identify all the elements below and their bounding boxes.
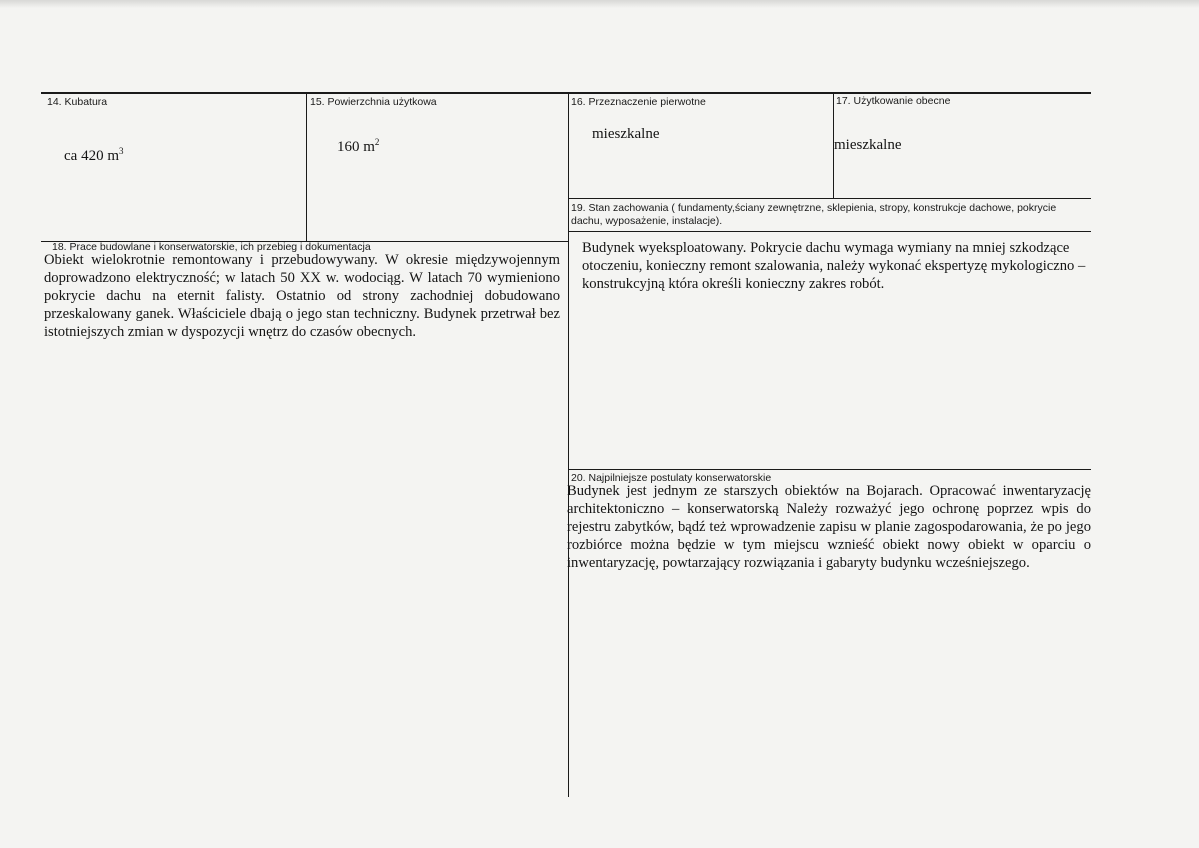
scan-top-edge — [0, 0, 1199, 8]
stan-zachowania-text: Budynek wyeksploatowany. Pokrycie dachu wymaga wymiany na mniej szkodzące otoczeniu, konieczny remont szalowania, należy wykonać ekspertyzę mykologiczno – konstrukcyjną która określi konieczny zakres robót. — [582, 240, 1086, 292]
rule-above-19 — [569, 198, 1091, 199]
top-rule — [41, 92, 1091, 94]
powierzchnia-value-text: 160 m — [337, 139, 375, 155]
powierzchnia-label: 15. Powierzchnia użytkowa — [310, 96, 437, 108]
postulaty-label: 20. Najpilniejsze postulaty konserwatorskie — [571, 472, 772, 484]
divider-14-15 — [306, 92, 307, 242]
postulaty-text: Budynek jest jednym ze starszych obiektów na Bojarach. Opracować inwentaryzację architektoniczno – konserwatorską Należy rozważyć jego ochronę poprzez wpis do rejestru zabytków, bądź też wprowadzenie zapisu w planie zagospodarowania, że po jego rozbiórce można będzie w tym miejscu wznieść obiekt nowy obiekt w oparciu o inwentaryzację, powtarzający rozwiązania i gabaryty budynku wcześniejszego. — [567, 483, 1091, 571]
kubatura-label: 14. Kubatura — [47, 96, 108, 108]
przeznaczenie-value: mieszkalne — [592, 126, 660, 142]
rule-above-20 — [569, 469, 1091, 470]
kubatura-value-exponent: 3 — [118, 146, 124, 156]
przeznaczenie-label: 16. Przeznaczenie pierwotne — [571, 96, 706, 108]
rule-below-19 — [569, 231, 1091, 232]
prace-budowlane-label: 18. Prace budowlane i konserwatorskie, ich przebieg i dokumentacja — [52, 241, 371, 253]
stan-zachowania-label: 19. Stan zachowania ( fundamenty,ściany zewnętrzne, sklepienia, stropy, konstrukcje dachowe, pokrycie dachu, wyposażenie, instalacje). — [571, 202, 1057, 227]
prace-budowlane-text: Obiekt wielokrotnie remontowany i przebudowywany. W okresie międzywojennym doprowadzono elektryczność; w latach 50 XX w. wodociąg. W latach 70 wymieniono pokrycie dachu na eternit falisty. Ostatnio od strony zachodniej dobudowano przeskalowany ganek. Właściciele dbają o jego stan techniczny. Budynek przetrwał bez istotniejszych zmian w dyspozycji wnętrz do czasów obecnych. — [44, 252, 560, 340]
kubatura-value-text: ca 420 m — [64, 148, 119, 164]
powierzchnia-value-exponent: 2 — [374, 137, 380, 147]
powierzchnia-value — [337, 138, 379, 156]
kubatura-value — [64, 147, 123, 165]
uzytkowanie-label: 17. Użytkowanie obecne — [836, 95, 951, 107]
uzytkowanie-value: mieszkalne — [834, 137, 902, 153]
